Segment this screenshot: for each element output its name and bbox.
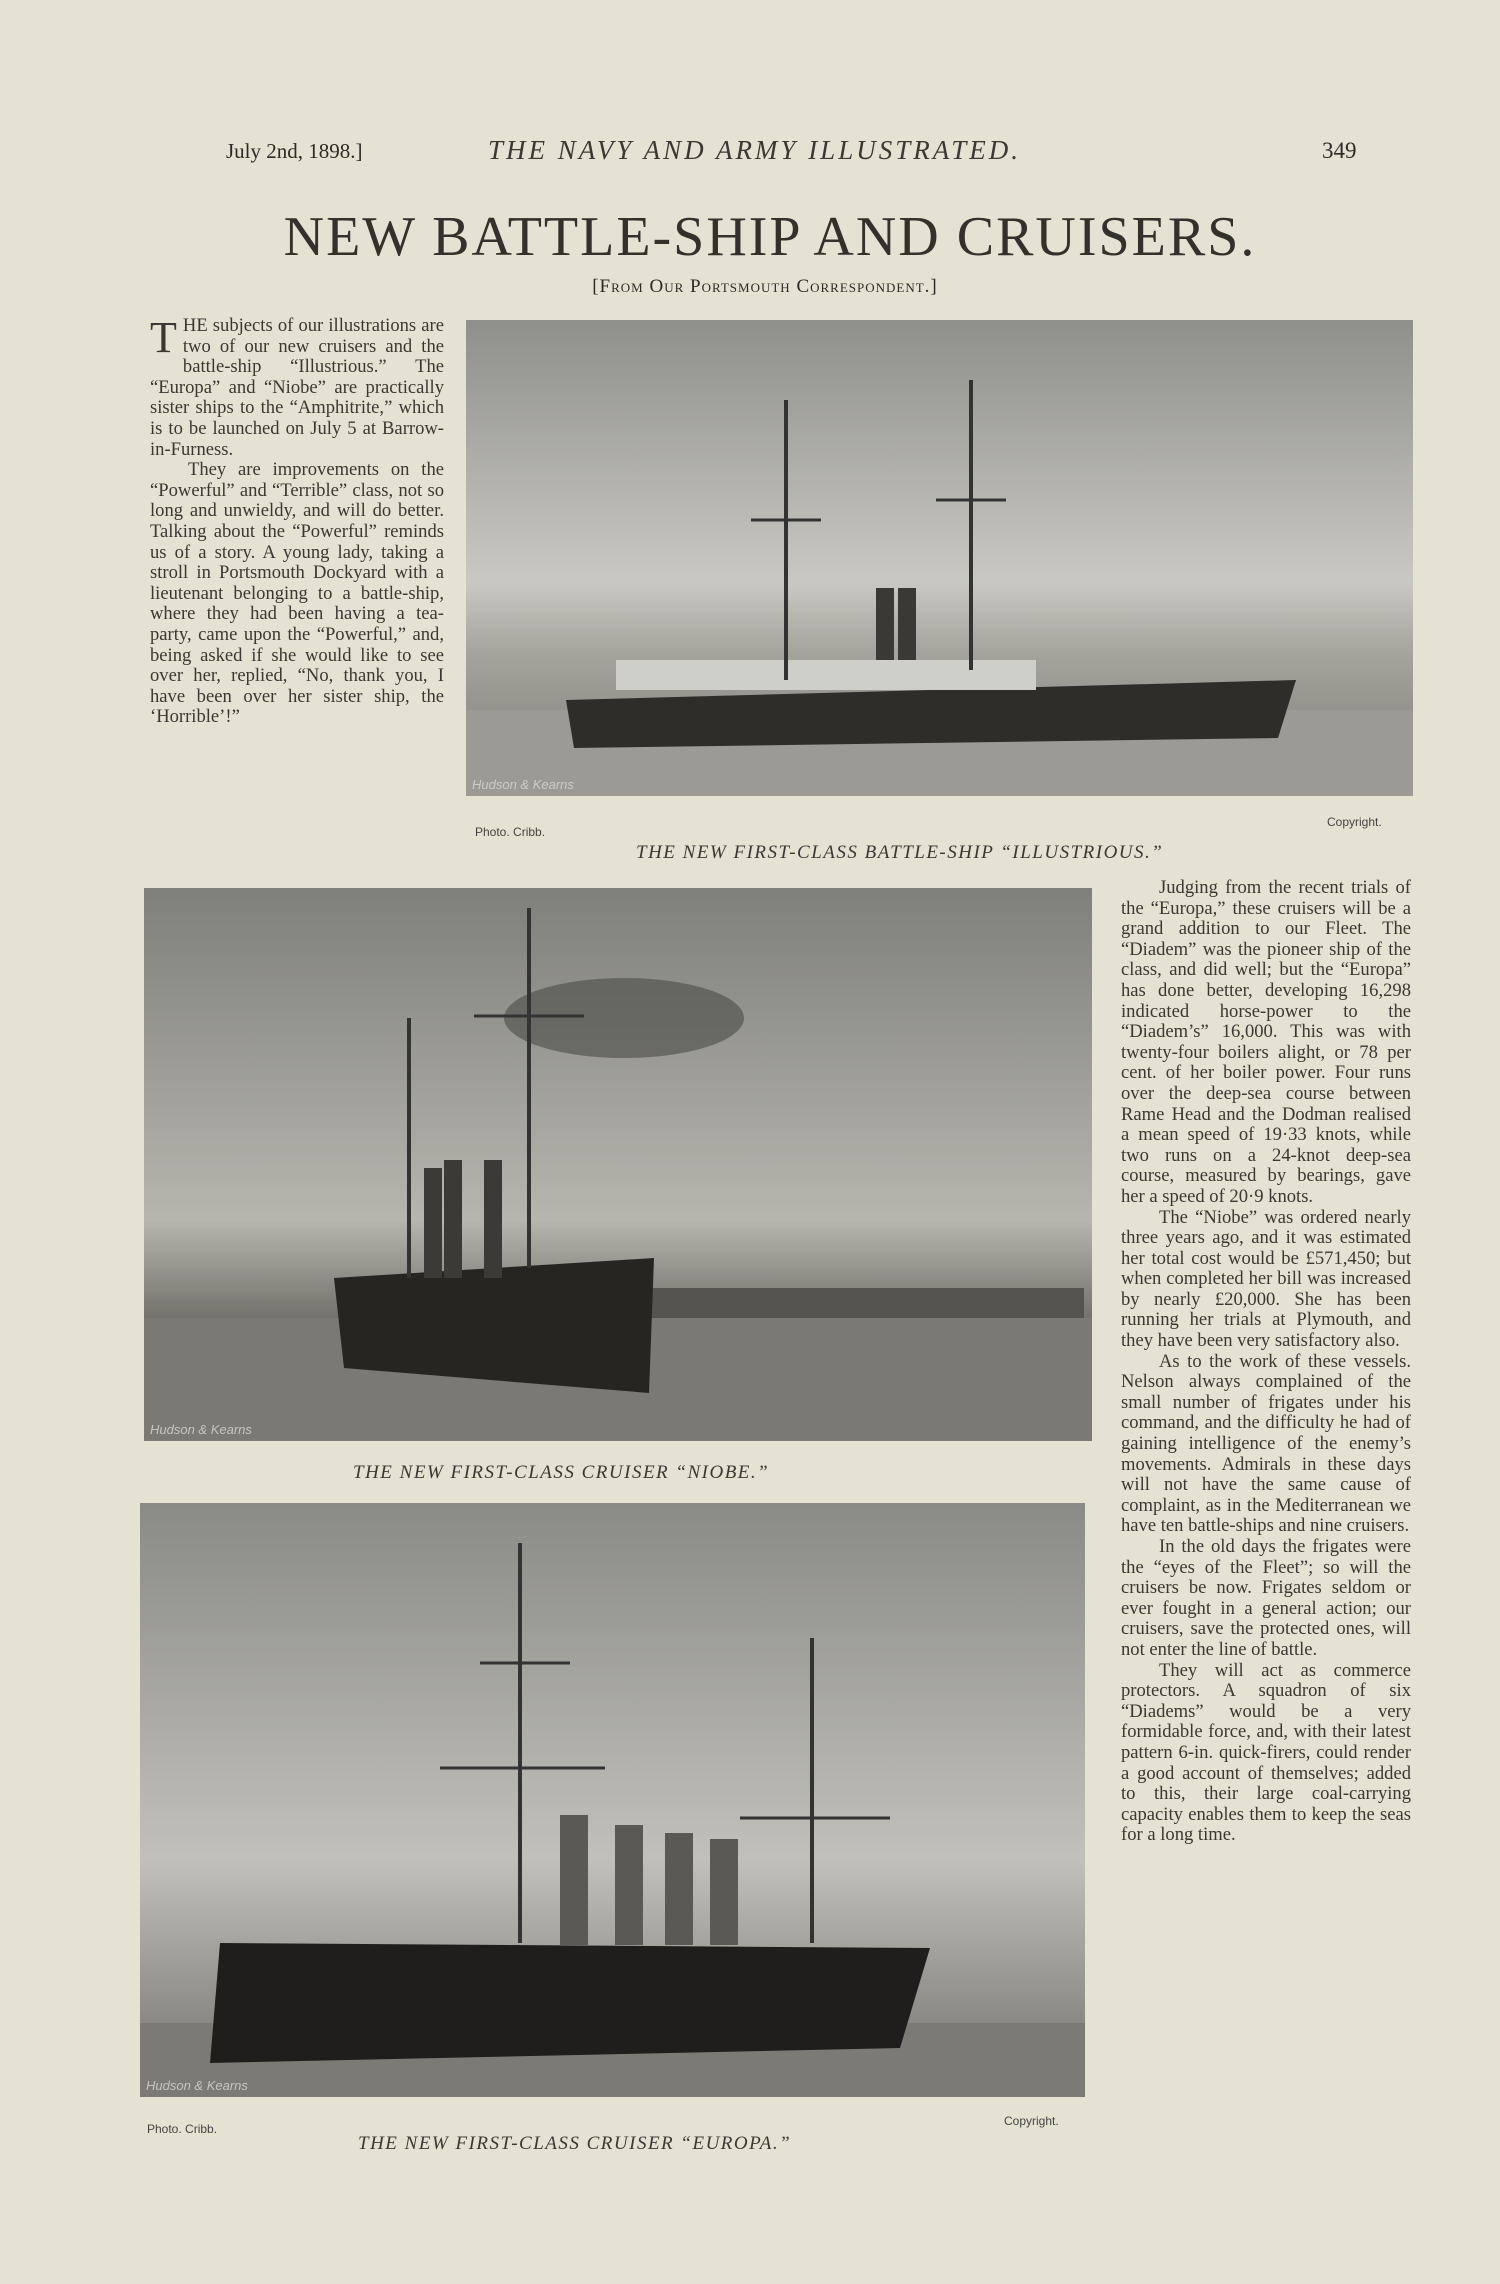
photo-illustrious <box>466 320 1413 796</box>
photo-caption: THE NEW FIRST-CLASS BATTLE-SHIP “ILLUSTRIOUS.” <box>636 842 1164 863</box>
photo-watermark: Hudson & Kearns <box>150 1422 252 1437</box>
photo-watermark: Hudson & Kearns <box>472 777 574 792</box>
drop-cap: T <box>150 313 177 362</box>
paragraph: They are improvements on the “Powerful” and “Terrible” class, not so long and unwieldy, and will do better. Talking about the “Powerful” reminds us of a story. A young lady, taking a stroll in Portsmouth Dockyard with a lieutenant belonging to a battle-ship, where they had been having a tea-party, came upon the “Powerful,” and, being asked if she would like to see over her, replied, “No, thank you, I have been over her sister ship, the ‘Horrible’!” <box>150 459 444 728</box>
left-text-column <box>150 313 444 728</box>
copyright-notice: Copyright. <box>1004 2114 1059 2128</box>
photo-credit: Photo. Cribb. <box>147 2122 218 2136</box>
photo-credit: Photo. Cribb. <box>475 825 546 839</box>
article-subtitle: [From Our Portsmouth Correspondent.] <box>592 276 938 297</box>
right-text-column <box>1121 878 1411 1846</box>
paragraph: As to the work of these vessels. Nelson always complained of the small number of frigates under his command, and the difficulty he had of gaining intelligence of the enemy’s movements. Admirals in these days will not have the same cause of complaint, as in the Mediterranean we have ten battle-ships and nine cruisers. <box>1121 1350 1411 1537</box>
issue-date: July 2nd, 1898.] <box>226 139 363 163</box>
journal-title: THE NAVY AND ARMY ILLUSTRATED. <box>488 135 1021 165</box>
copyright-notice: Copyright. <box>1327 815 1382 829</box>
photo-niobe <box>144 888 1092 1441</box>
paragraph: In the old days the frigates were the “eyes of the Fleet”; so will the cruisers be now. Frigates seldom or ever fought in a general action; our cruisers, save the protected ones, will not enter the line of battle. <box>1121 1536 1411 1660</box>
photo-europa <box>140 1503 1085 2097</box>
photo-caption: THE NEW FIRST-CLASS CRUISER “NIOBE.” <box>353 1462 770 1483</box>
article-title: NEW BATTLE-SHIP AND CRUISERS. <box>283 206 1257 268</box>
paragraph: They will act as commerce protectors. A squadron of six “Diadems” would be a very formidable force, and, with their latest pattern 6-in. quick-firers, could render a good account of themselves; added to this, their large coal-carrying capacity enables them to keep the seas for a long time. <box>1121 1659 1411 1846</box>
paragraph: The “Niobe” was ordered nearly three years ago, and it was estimated her total cost would be £571,450; but when completed her bill was increased by nearly £20,000. She has been running her trials at Plymouth, and they have been very satisfactory also. <box>1121 1206 1411 1352</box>
photo-watermark: Hudson & Kearns <box>146 2078 248 2093</box>
paragraph-text: HE subjects of our illustrations are two of our new cruisers and the battle-ship “Illustrious.” The “Europa” and “Niobe” are practically sister ships to the “Amphitrite,” which is to be launched on July 5 at Barrow-in-Furness. <box>150 315 444 460</box>
paragraph <box>150 313 444 460</box>
paragraph: Judging from the recent trials of the “Europa,” these cruisers will be a grand addition to our Fleet. The “Diadem” was the pioneer ship of the class, and did well; but the “Europa” has done better, developing 16,298 indicated horse-power to the “Diadem’s” 16,000. This was with twenty-four boilers alight, or 78 per cent. of her boiler power. Four runs over the deep-sea course between Rame Head and the Dodman realised a mean speed of 19·33 knots, while two runs on a 24-knot deep-sea course, measured by bearings, gave her a speed of 20·9 knots. <box>1121 877 1411 1207</box>
photo-caption: THE NEW FIRST-CLASS CRUISER “EUROPA.” <box>358 2133 792 2154</box>
page-number: 349 <box>1322 138 1357 163</box>
